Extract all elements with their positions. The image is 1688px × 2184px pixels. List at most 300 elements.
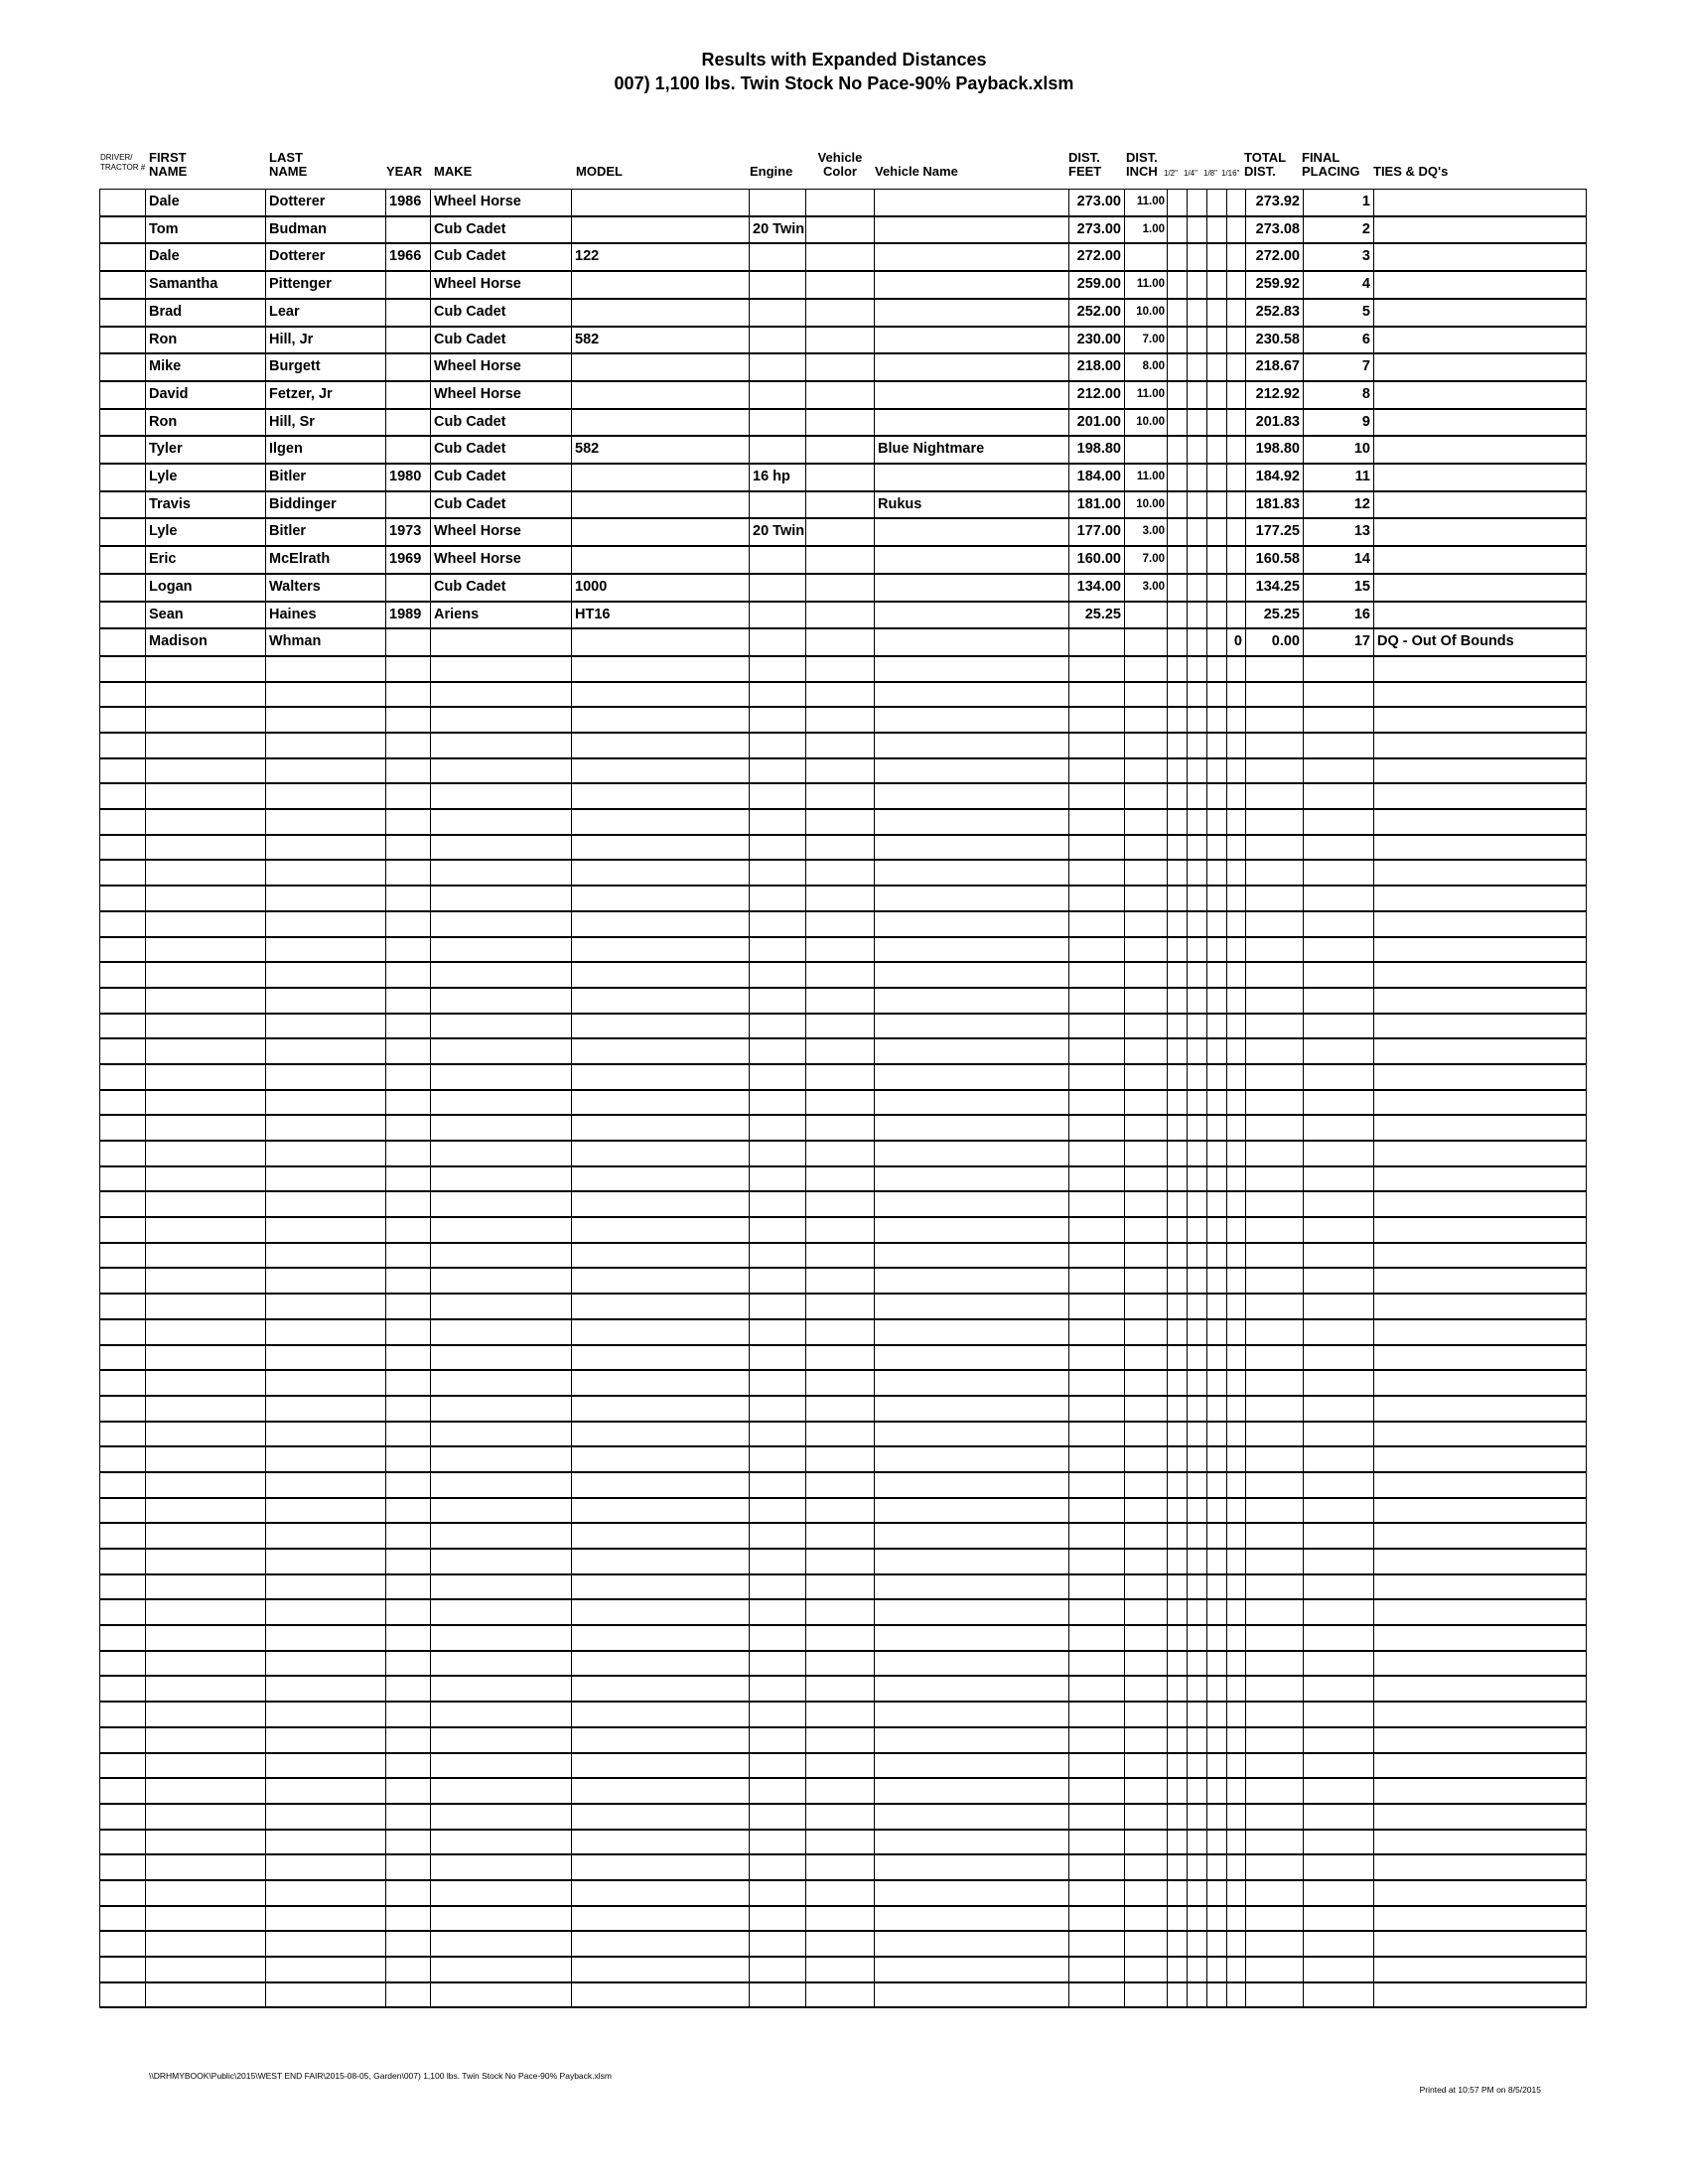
cell-year — [386, 1804, 431, 1830]
cell-vehicle-name — [875, 783, 1069, 809]
cell-total-dist — [1246, 1906, 1304, 1932]
cell-frac-quarter — [1188, 860, 1207, 886]
cell-frac-half — [1168, 1625, 1188, 1651]
cell-year — [386, 707, 431, 733]
cell-vehicle-color — [806, 464, 875, 491]
cell-total-dist: 177.25 — [1246, 518, 1304, 546]
cell-final-placing: 15 — [1304, 574, 1374, 602]
cell-first-name — [146, 1854, 266, 1880]
cell-vehicle-name — [875, 707, 1069, 733]
header-frac-eighth: 1/8" — [1203, 169, 1217, 178]
cell-frac-quarter — [1188, 911, 1207, 937]
cell-engine — [750, 190, 806, 216]
cell-ties-dqs — [1374, 1599, 1587, 1625]
cell-vehicle-color — [806, 1472, 875, 1498]
cell-first-name — [146, 1090, 266, 1116]
cell-make — [431, 860, 572, 886]
cell-frac-sixteenth — [1227, 436, 1246, 464]
table-row — [100, 1753, 1587, 1779]
cell-frac-half — [1168, 1778, 1188, 1804]
table-row — [100, 1090, 1587, 1116]
cell-vehicle-color — [806, 1651, 875, 1677]
cell-frac-sixteenth — [1227, 1268, 1246, 1294]
cell-year — [386, 216, 431, 244]
cell-final-placing — [1304, 835, 1374, 861]
report-subtitle: 007) 1,100 lbs. Twin Stock No Pace-90% Payback.xlsm — [614, 73, 1074, 93]
cell-frac-quarter — [1188, 1243, 1207, 1269]
cell-dist-feet: 230.00 — [1069, 327, 1125, 354]
cell-engine — [750, 1854, 806, 1880]
cell-driver — [100, 1753, 146, 1779]
cell-model — [572, 1676, 750, 1702]
cell-frac-quarter — [1188, 190, 1207, 216]
header-final-placing — [1302, 151, 1360, 179]
cell-driver — [100, 1676, 146, 1702]
cell-dist-inch: 3.00 — [1125, 518, 1168, 546]
cell-year: 1989 — [386, 602, 431, 629]
cell-frac-eighth — [1207, 707, 1227, 733]
table-row — [100, 464, 1587, 491]
cell-year — [386, 1880, 431, 1906]
cell-make — [431, 1064, 572, 1090]
cell-last-name — [266, 1804, 386, 1830]
cell-frac-sixteenth — [1227, 1549, 1246, 1574]
cell-vehicle-color — [806, 1422, 875, 1447]
cell-vehicle-color — [806, 243, 875, 271]
cell-engine — [750, 656, 806, 682]
cell-vehicle-color — [806, 190, 875, 216]
cell-dist-inch — [1125, 1319, 1168, 1345]
cell-vehicle-name — [875, 1625, 1069, 1651]
cell-vehicle-name — [875, 809, 1069, 835]
cell-first-name: Eric — [146, 546, 266, 574]
cell-driver — [100, 1778, 146, 1804]
cell-vehicle-name — [875, 1191, 1069, 1217]
cell-engine — [750, 271, 806, 299]
cell-model — [572, 1115, 750, 1141]
cell-first-name — [146, 1625, 266, 1651]
cell-frac-eighth — [1207, 1038, 1227, 1064]
header-inch-line2: INCH — [1126, 164, 1158, 179]
cell-dist-inch — [1125, 860, 1168, 886]
cell-engine — [750, 911, 806, 937]
cell-driver — [100, 1446, 146, 1472]
table-row — [100, 1854, 1587, 1880]
cell-model — [572, 518, 750, 546]
cell-vehicle-color — [806, 1778, 875, 1804]
cell-first-name: Brad — [146, 299, 266, 327]
cell-engine — [750, 602, 806, 629]
cell-first-name — [146, 1422, 266, 1447]
cell-final-placing: 10 — [1304, 436, 1374, 464]
table-row — [100, 1651, 1587, 1677]
cell-final-placing: 16 — [1304, 602, 1374, 629]
cell-frac-sixteenth — [1227, 1217, 1246, 1243]
cell-engine — [750, 860, 806, 886]
cell-engine — [750, 1396, 806, 1422]
cell-ties-dqs — [1374, 707, 1587, 733]
cell-frac-half — [1168, 860, 1188, 886]
cell-last-name — [266, 1115, 386, 1141]
cell-dist-inch — [1125, 436, 1168, 464]
cell-make — [431, 937, 572, 963]
cell-frac-quarter — [1188, 1064, 1207, 1090]
cell-frac-sixteenth — [1227, 1472, 1246, 1498]
cell-frac-quarter — [1188, 809, 1207, 835]
cell-total-dist — [1246, 758, 1304, 784]
cell-frac-sixteenth — [1227, 1191, 1246, 1217]
cell-driver — [100, 546, 146, 574]
cell-vehicle-color — [806, 1141, 875, 1166]
cell-vehicle-name — [875, 464, 1069, 491]
cell-final-placing — [1304, 886, 1374, 911]
cell-frac-sixteenth — [1227, 682, 1246, 708]
cell-final-placing: 11 — [1304, 464, 1374, 491]
cell-ties-dqs — [1374, 1574, 1587, 1600]
header-last-line1: LAST — [269, 150, 303, 165]
cell-frac-eighth — [1207, 1166, 1227, 1192]
table-row — [100, 1141, 1587, 1166]
file-path: \\DRHMYBOOK\Public\2015\WEST END FAIR\2015-08-05, Garden\007) 1,100 lbs. Twin Stock No Pace-90% Payback.xlsm — [149, 2071, 612, 2081]
cell-year — [386, 327, 431, 354]
cell-ties-dqs — [1374, 1345, 1587, 1371]
cell-vehicle-color — [806, 1830, 875, 1855]
cell-year — [386, 1599, 431, 1625]
cell-last-name — [266, 962, 386, 988]
cell-frac-quarter — [1188, 835, 1207, 861]
cell-dist-inch — [1125, 628, 1168, 656]
cell-frac-eighth — [1207, 1830, 1227, 1855]
cell-model — [572, 886, 750, 911]
cell-year — [386, 1574, 431, 1600]
cell-make: Cub Cadet — [431, 409, 572, 437]
cell-make — [431, 1804, 572, 1830]
cell-last-name — [266, 1319, 386, 1345]
cell-dist-inch — [1125, 835, 1168, 861]
cell-ties-dqs — [1374, 1115, 1587, 1141]
cell-frac-sixteenth — [1227, 1243, 1246, 1269]
cell-dist-feet — [1069, 758, 1125, 784]
cell-last-name — [266, 1243, 386, 1269]
cell-last-name — [266, 1982, 386, 2008]
cell-frac-eighth — [1207, 1294, 1227, 1319]
cell-engine — [750, 1804, 806, 1830]
cell-year — [386, 1778, 431, 1804]
cell-vehicle-color — [806, 1345, 875, 1371]
cell-last-name — [266, 1268, 386, 1294]
cell-final-placing — [1304, 733, 1374, 758]
header-color-line2: Color — [823, 164, 857, 179]
cell-driver — [100, 860, 146, 886]
cell-frac-half — [1168, 1243, 1188, 1269]
cell-last-name — [266, 1854, 386, 1880]
cell-make — [431, 911, 572, 937]
cell-frac-half — [1168, 1830, 1188, 1855]
cell-last-name — [266, 733, 386, 758]
cell-vehicle-name — [875, 1574, 1069, 1600]
cell-final-placing: 2 — [1304, 216, 1374, 244]
cell-vehicle-name — [875, 1166, 1069, 1192]
table-row — [100, 1191, 1587, 1217]
cell-driver — [100, 353, 146, 381]
cell-engine — [750, 491, 806, 519]
cell-engine — [750, 1625, 806, 1651]
cell-final-placing — [1304, 1370, 1374, 1396]
cell-frac-eighth — [1207, 1498, 1227, 1524]
cell-frac-quarter — [1188, 1676, 1207, 1702]
cell-year — [386, 1090, 431, 1116]
cell-year — [386, 1523, 431, 1549]
cell-ties-dqs — [1374, 491, 1587, 519]
header-final-line2: PLACING — [1302, 164, 1360, 179]
cell-dist-inch — [1125, 1115, 1168, 1141]
cell-first-name — [146, 1014, 266, 1039]
cell-last-name — [266, 886, 386, 911]
cell-last-name — [266, 1880, 386, 1906]
header-total-line1: TOTAL — [1244, 150, 1287, 165]
cell-final-placing — [1304, 1217, 1374, 1243]
cell-driver — [100, 1804, 146, 1830]
cell-frac-quarter — [1188, 962, 1207, 988]
cell-last-name — [266, 758, 386, 784]
cell-dist-inch — [1125, 758, 1168, 784]
cell-frac-sixteenth — [1227, 1651, 1246, 1677]
cell-driver — [100, 1880, 146, 1906]
table-row — [100, 1804, 1587, 1830]
table-row — [100, 809, 1587, 835]
cell-vehicle-color — [806, 809, 875, 835]
cell-engine — [750, 733, 806, 758]
cell-year — [386, 937, 431, 963]
cell-frac-eighth — [1207, 1549, 1227, 1574]
cell-ties-dqs — [1374, 1778, 1587, 1804]
cell-final-placing — [1304, 1038, 1374, 1064]
cell-driver — [100, 271, 146, 299]
cell-last-name — [266, 1906, 386, 1932]
cell-model — [572, 299, 750, 327]
cell-make — [431, 1294, 572, 1319]
cell-dist-inch — [1125, 1243, 1168, 1269]
cell-engine — [750, 353, 806, 381]
cell-year — [386, 1702, 431, 1727]
cell-frac-eighth — [1207, 886, 1227, 911]
cell-first-name — [146, 783, 266, 809]
cell-dist-inch — [1125, 1422, 1168, 1447]
cell-model — [572, 1574, 750, 1600]
cell-last-name — [266, 1957, 386, 1982]
cell-year — [386, 1115, 431, 1141]
cell-dist-feet — [1069, 1396, 1125, 1422]
table-row — [100, 860, 1587, 886]
cell-final-placing — [1304, 860, 1374, 886]
cell-make — [431, 1115, 572, 1141]
cell-last-name: Burgett — [266, 353, 386, 381]
cell-year — [386, 1931, 431, 1957]
cell-frac-quarter — [1188, 1422, 1207, 1447]
cell-total-dist: 252.83 — [1246, 299, 1304, 327]
cell-total-dist — [1246, 1549, 1304, 1574]
cell-frac-eighth — [1207, 1957, 1227, 1982]
cell-frac-sixteenth — [1227, 1778, 1246, 1804]
cell-engine — [750, 1014, 806, 1039]
cell-frac-eighth — [1207, 1345, 1227, 1371]
cell-vehicle-color — [806, 518, 875, 546]
cell-frac-eighth — [1207, 1115, 1227, 1141]
cell-frac-quarter — [1188, 1778, 1207, 1804]
cell-year — [386, 1396, 431, 1422]
cell-vehicle-color — [806, 1625, 875, 1651]
cell-vehicle-color — [806, 1090, 875, 1116]
cell-total-dist — [1246, 1498, 1304, 1524]
cell-ties-dqs — [1374, 1166, 1587, 1192]
cell-total-dist: 218.67 — [1246, 353, 1304, 381]
cell-dist-feet — [1069, 1574, 1125, 1600]
cell-frac-half — [1168, 1599, 1188, 1625]
cell-ties-dqs — [1374, 937, 1587, 963]
cell-frac-sixteenth — [1227, 299, 1246, 327]
cell-frac-sixteenth — [1227, 835, 1246, 861]
cell-vehicle-name — [875, 1906, 1069, 1932]
cell-first-name — [146, 1804, 266, 1830]
cell-frac-sixteenth — [1227, 1294, 1246, 1319]
cell-frac-eighth — [1207, 436, 1227, 464]
header-frac-half: 1/2" — [1164, 169, 1178, 178]
cell-engine — [750, 1727, 806, 1753]
cell-ties-dqs — [1374, 1906, 1587, 1932]
cell-first-name — [146, 1472, 266, 1498]
cell-model — [572, 1217, 750, 1243]
cell-frac-half — [1168, 1549, 1188, 1574]
cell-vehicle-color — [806, 1906, 875, 1932]
cell-frac-quarter — [1188, 327, 1207, 354]
cell-last-name — [266, 707, 386, 733]
cell-first-name — [146, 1574, 266, 1600]
cell-driver — [100, 464, 146, 491]
cell-model — [572, 1599, 750, 1625]
cell-frac-eighth — [1207, 783, 1227, 809]
cell-vehicle-color — [806, 1753, 875, 1779]
cell-first-name — [146, 1446, 266, 1472]
cell-first-name — [146, 1880, 266, 1906]
cell-make — [431, 1651, 572, 1677]
cell-vehicle-name — [875, 1014, 1069, 1039]
cell-driver — [100, 1651, 146, 1677]
cell-frac-sixteenth — [1227, 243, 1246, 271]
header-inch-line1: DIST. — [1126, 150, 1158, 165]
cell-ties-dqs — [1374, 216, 1587, 244]
cell-frac-eighth — [1207, 353, 1227, 381]
cell-dist-feet — [1069, 835, 1125, 861]
cell-total-dist — [1246, 835, 1304, 861]
cell-frac-eighth — [1207, 1753, 1227, 1779]
cell-year — [386, 491, 431, 519]
cell-model: 1000 — [572, 574, 750, 602]
cell-total-dist — [1246, 783, 1304, 809]
cell-first-name — [146, 1370, 266, 1396]
cell-total-dist — [1246, 1294, 1304, 1319]
cell-year — [386, 1727, 431, 1753]
cell-dist-inch — [1125, 682, 1168, 708]
cell-frac-half — [1168, 190, 1188, 216]
cell-last-name — [266, 1778, 386, 1804]
cell-last-name — [266, 1014, 386, 1039]
cell-year — [386, 809, 431, 835]
cell-frac-quarter — [1188, 886, 1207, 911]
cell-vehicle-color — [806, 381, 875, 409]
cell-total-dist — [1246, 1038, 1304, 1064]
cell-model — [572, 1345, 750, 1371]
cell-final-placing — [1304, 1345, 1374, 1371]
cell-make — [431, 1676, 572, 1702]
cell-year — [386, 1753, 431, 1779]
cell-year — [386, 682, 431, 708]
cell-driver — [100, 1422, 146, 1447]
cell-driver — [100, 1166, 146, 1192]
cell-frac-eighth — [1207, 381, 1227, 409]
cell-vehicle-color — [806, 353, 875, 381]
cell-driver — [100, 1319, 146, 1345]
cell-dist-inch — [1125, 1549, 1168, 1574]
cell-total-dist — [1246, 1090, 1304, 1116]
cell-driver — [100, 602, 146, 629]
cell-dist-inch — [1125, 1830, 1168, 1855]
table-row — [100, 574, 1587, 602]
cell-last-name: Hill, Sr — [266, 409, 386, 437]
cell-year — [386, 1064, 431, 1090]
cell-engine — [750, 937, 806, 963]
cell-engine — [750, 1574, 806, 1600]
cell-make — [431, 1753, 572, 1779]
cell-first-name — [146, 1676, 266, 1702]
cell-first-name — [146, 1217, 266, 1243]
cell-make — [431, 628, 572, 656]
cell-ties-dqs — [1374, 860, 1587, 886]
cell-frac-quarter — [1188, 1854, 1207, 1880]
cell-engine — [750, 381, 806, 409]
cell-frac-half — [1168, 1753, 1188, 1779]
cell-final-placing — [1304, 1090, 1374, 1116]
cell-make — [431, 1422, 572, 1447]
table-row — [100, 436, 1587, 464]
cell-frac-quarter — [1188, 1574, 1207, 1600]
cell-year — [386, 1243, 431, 1269]
cell-final-placing: 14 — [1304, 546, 1374, 574]
cell-make: Cub Cadet — [431, 464, 572, 491]
cell-first-name — [146, 1931, 266, 1957]
cell-final-placing: 5 — [1304, 299, 1374, 327]
table-row — [100, 988, 1587, 1014]
cell-driver — [100, 574, 146, 602]
cell-make — [431, 1599, 572, 1625]
cell-make — [431, 1830, 572, 1855]
cell-frac-sixteenth — [1227, 1014, 1246, 1039]
table-row — [100, 327, 1587, 354]
table-row — [100, 409, 1587, 437]
cell-final-placing — [1304, 1625, 1374, 1651]
cell-vehicle-color — [806, 1727, 875, 1753]
cell-ties-dqs — [1374, 1038, 1587, 1064]
cell-frac-quarter — [1188, 1498, 1207, 1524]
cell-engine — [750, 682, 806, 708]
cell-dist-inch — [1125, 733, 1168, 758]
cell-last-name — [266, 1676, 386, 1702]
cell-year — [386, 1446, 431, 1472]
cell-ties-dqs — [1374, 1446, 1587, 1472]
cell-model — [572, 1268, 750, 1294]
cell-vehicle-color — [806, 1676, 875, 1702]
cell-driver — [100, 1243, 146, 1269]
cell-last-name: Dotterer — [266, 243, 386, 271]
